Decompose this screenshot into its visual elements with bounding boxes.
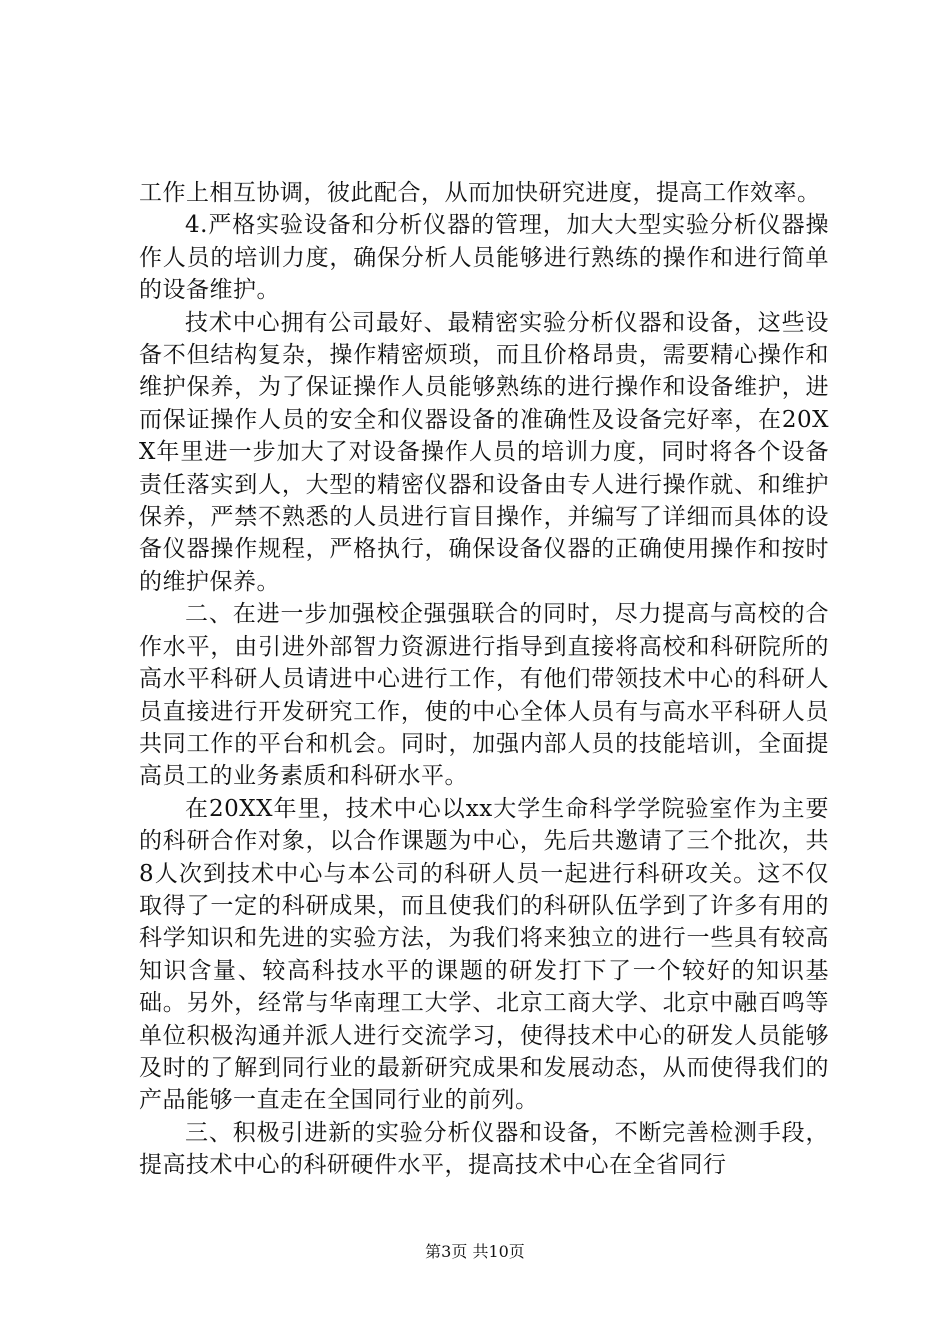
page-footer: 第3页 共10页 xyxy=(425,1242,525,1261)
paragraph-item-4: 4.严格实验设备和分析仪器的管理，加大大型实验分析仪器操作人员的培训力度，确保分析人员能够进行熟练的操作和进行简单的设备维护。 xyxy=(139,212,829,304)
paragraph-equipment: 技术中心拥有公司最好、最精密实验分析仪器和设备，这些设备不但结构复杂，操作精密烦琐，而且价格昂贵，需要精心操作和维护保养，为了保证操作人员能够熟练的进行操作和设备维护，进而保证操作人员的安全和仪器设备的准确性及设备完好率，在20XX年里进一步加大了对设备操作人员的培训力度，同时将各个设备责任落实到人，大型的精密仪器和设备由专人进行操作就、和维护保养，严禁不熟悉的人员进行盲目操作，并编写了详细而具体的设备仪器操作规程，严格执行，确保设备仪器的正确使用操作和按时的维护保养。 xyxy=(139,309,829,595)
document-body xyxy=(139,177,829,1182)
paragraph-cooperation: 在20XX年里，技术中心以xx大学生命科学学院验室作为主要的科研合作对象，以合作课题为中心，先后共邀请了三个批次，共8人次到技术中心与本公司的科研人员一起进行科研攻关。这不仅取得了一定的科研成果，而且使我们的科研队伍学到了许多有用的科学知识和先进的实验方法，为我们将来独立的进行一些具有较高知识含量、较高科技水平的课题的研发打下了一个较好的知识基础。另外，经常与华南理工大学、北京工商大学、北京中融百鸣等单位积极沟通并派人进行交流学习，使得技术中心的研发人员能够及时的了解到同行业的最新研究成果和发展动态，从而使得我们的产品能够一直走在全国同行业的前列。 xyxy=(139,795,829,1114)
paragraph-continuation: 工作上相互协调，彼此配合，从而加快研究进度，提高工作效率。 xyxy=(139,180,821,206)
paragraph-section-3: 三、积极引进新的实验分析仪器和设备，不断完善检测手段，提高技术中心的科研硬件水平，提高技术中心在全省同行 xyxy=(139,1119,829,1179)
paragraph-section-2: 二、在进一步加强校企强强联合的同时，尽力提高与高校的合作水平，由引进外部智力资源进行指导到直接将高校和科研院所的高水平科研人员请进中心进行工作，有他们带领技术中心的科研人员直接进行开发研究工作，使的中心全体人员有与高水平科研人员共同工作的平台和机会。同时，加强内部人员的技能培训，全面提高员工的业务素质和科研水平。 xyxy=(139,601,829,790)
